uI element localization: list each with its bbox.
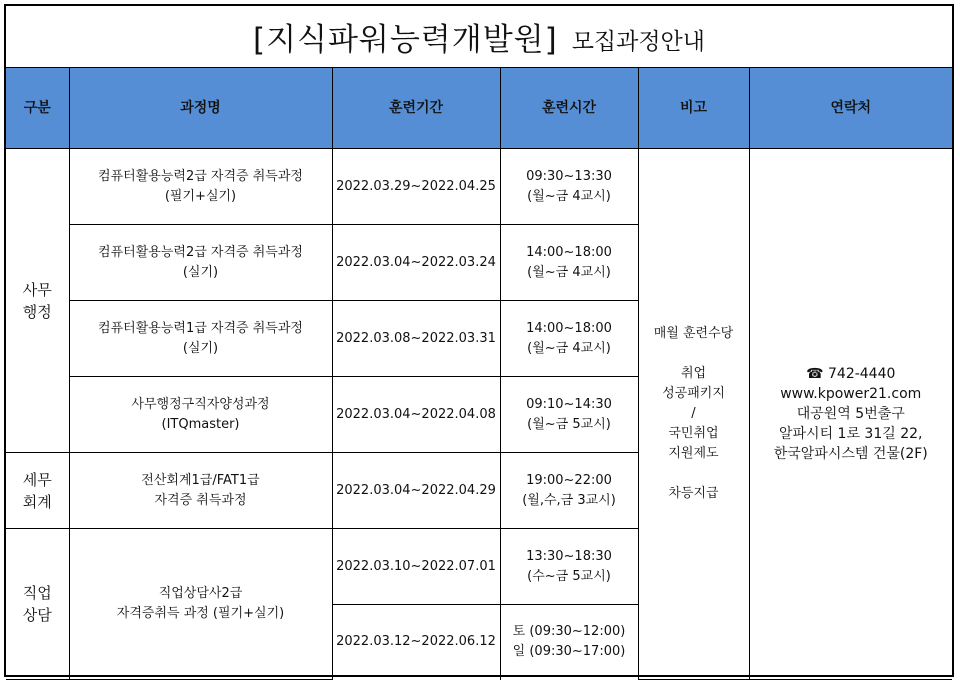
contact-cell bbox=[749, 149, 952, 680]
phone-number: 742-4440 bbox=[828, 366, 896, 382]
period-cell: 2022.03.12~2022.06.12 bbox=[332, 605, 500, 680]
header-note: 비고 bbox=[638, 68, 749, 149]
period-cell: 2022.03.04~2022.03.24 bbox=[332, 225, 500, 301]
course-cell: 직업상담사2급 자격증취득 과정 (필기+실기) bbox=[69, 529, 332, 680]
period-cell: 2022.03.29~2022.04.25 bbox=[332, 149, 500, 225]
period-cell: 2022.03.04~2022.04.29 bbox=[332, 453, 500, 529]
time-cell: 토 (09:30~12:00) 일 (09:30~17:00) bbox=[500, 605, 638, 680]
course-cell: 사무행정구직자양성과정 (ITQmaster) bbox=[69, 377, 332, 453]
period-cell: 2022.03.08~2022.03.31 bbox=[332, 301, 500, 377]
course-cell: 컴퓨터활용능력2급 자격증 취득과정 (실기) bbox=[69, 225, 332, 301]
header-course: 과정명 bbox=[69, 68, 332, 149]
table-row bbox=[6, 149, 952, 225]
website: www.kpower21.com bbox=[780, 386, 922, 402]
phone-icon: ☎ bbox=[806, 366, 824, 382]
category-tax-accounting: 세무 회계 bbox=[6, 453, 69, 529]
header-period: 훈련기간 bbox=[332, 68, 500, 149]
header-time: 훈련시간 bbox=[500, 68, 638, 149]
header-category: 구분 bbox=[6, 68, 69, 149]
address-line: 대공원역 5번출구 bbox=[796, 406, 905, 422]
time-cell: 19:00~22:00 (월,수,금 3교시) bbox=[500, 453, 638, 529]
period-cell: 2022.03.04~2022.04.08 bbox=[332, 377, 500, 453]
page-subtitle: 모집과정안내 bbox=[571, 29, 705, 55]
time-cell: 14:00~18:00 (월~금 4교시) bbox=[500, 301, 638, 377]
note-cell: 매월 훈련수당 취업 성공패키지 / 국민취업 지원제도 차등지급 bbox=[638, 149, 749, 680]
title-bar bbox=[6, 6, 952, 68]
address-line: 알파시티 1로 31길 22, bbox=[779, 426, 923, 442]
course-cell: 컴퓨터활용능력2급 자격증 취득과정 (필기+실기) bbox=[69, 149, 332, 225]
category-career-counseling: 직업 상담 bbox=[6, 529, 69, 680]
time-cell: 14:00~18:00 (월~금 4교시) bbox=[500, 225, 638, 301]
notice-frame bbox=[4, 4, 954, 677]
category-office-admin: 사무 행정 bbox=[6, 149, 69, 453]
period-cell: 2022.03.10~2022.07.01 bbox=[332, 529, 500, 605]
course-cell: 전산회계1급/FAT1급 자격증 취득과정 bbox=[69, 453, 332, 529]
course-table bbox=[6, 68, 952, 680]
page-title: [지식파워능력개발원] bbox=[252, 22, 558, 58]
address-line: 한국알파시스템 건물(2F) bbox=[773, 446, 928, 462]
time-cell: 13:30~18:30 (수~금 5교시) bbox=[500, 529, 638, 605]
course-cell: 컴퓨터활용능력1급 자격증 취득과정 (실기) bbox=[69, 301, 332, 377]
header-contact: 연락처 bbox=[749, 68, 952, 149]
table-header-row bbox=[6, 68, 952, 149]
time-cell: 09:30~13:30 (월~금 4교시) bbox=[500, 149, 638, 225]
time-cell: 09:10~14:30 (월~금 5교시) bbox=[500, 377, 638, 453]
